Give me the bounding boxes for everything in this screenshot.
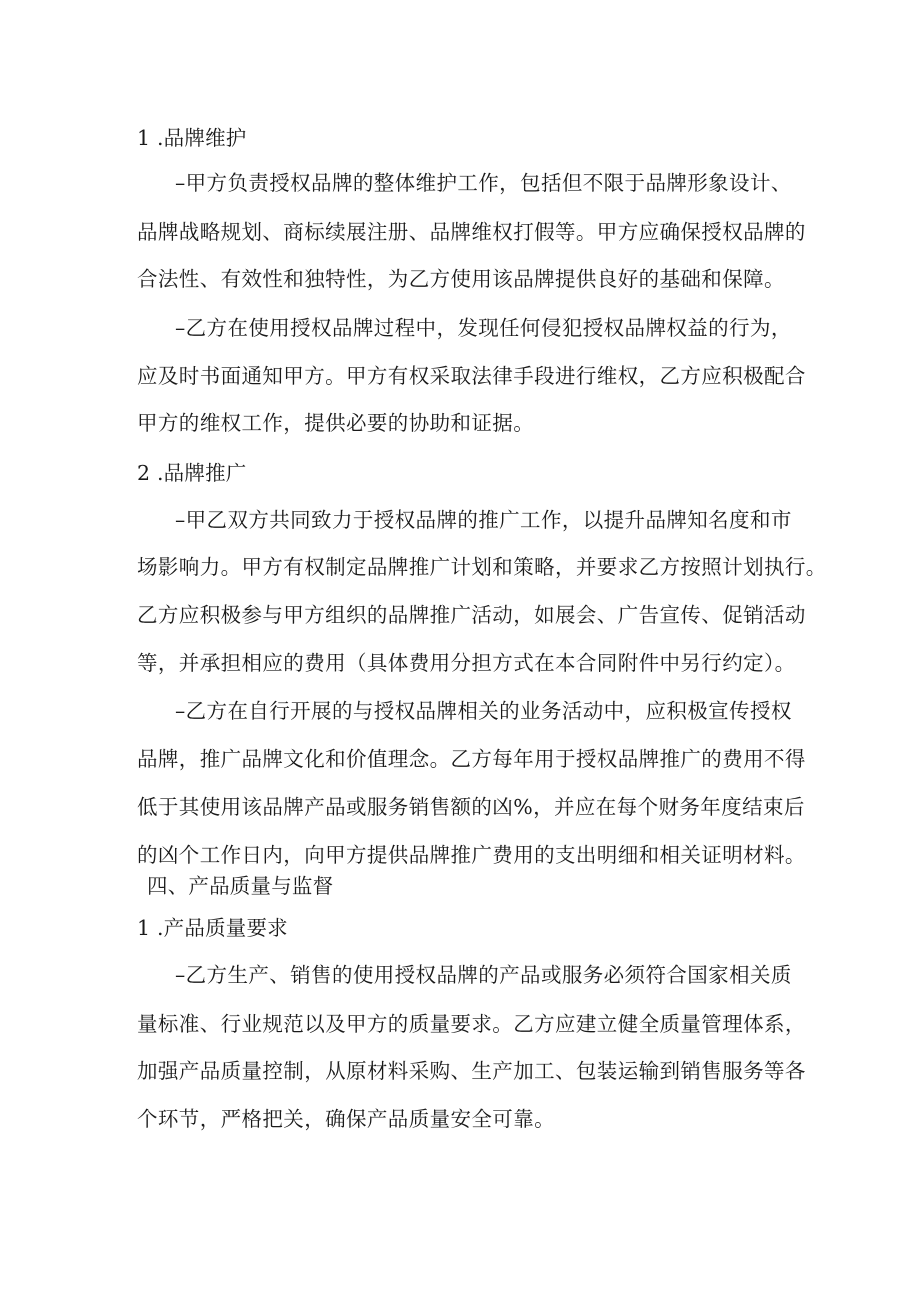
paragraph-line: –乙方在使用授权品牌过程中，发现任何侵犯授权品牌权益的行为，: [175, 316, 792, 340]
paragraph-line: 场影响力。甲方有权制定品牌推广计划和策略，并要求乙方按照计划执行。: [137, 555, 827, 579]
section-heading-product-quality: 四、产品质量与监督: [147, 874, 334, 898]
paragraph-line: –甲方负责授权品牌的整体维护工作，包括但不限于品牌形象设计、: [175, 171, 792, 195]
paragraph-line: 个环节，严格把关，确保产品质量安全可靠。: [137, 1107, 555, 1131]
paragraph-line: 量标准、行业规范以及甲方的质量要求。乙方应建立健全质量管理体系，: [137, 1012, 806, 1036]
paragraph-line: 品牌战略规划、商标续展注册、品牌维权打假等。甲方应确保授权品牌的: [137, 220, 806, 244]
paragraph-line: 加强产品质量控制，从原材料采购、生产加工、包装运输到销售服务等各: [137, 1059, 806, 1083]
paragraph-line: 品牌，推广品牌文化和价值理念。乙方每年用于授权品牌推广的费用不得: [137, 747, 806, 771]
section-heading-brand-promotion: 2 .品牌推广: [137, 461, 247, 485]
paragraph-line: –乙方生产、销售的使用授权品牌的产品或服务必须符合国家相关质: [175, 963, 792, 987]
section-heading-quality-requirements: 1 .产品质量要求: [137, 916, 288, 940]
paragraph-line: 乙方应积极参与甲方组织的品牌推广活动，如展会、广告宣传、促销活动: [137, 603, 806, 627]
paragraph-line: 等，并承担相应的费用（具体费用分担方式在本合同附件中另行约定）。: [137, 651, 796, 675]
paragraph-line: 合法性、有效性和独特性，为乙方使用该品牌提供良好的基础和保障。: [137, 267, 785, 291]
section-heading-brand-maintenance: 1 .品牌维护: [137, 126, 247, 150]
paragraph-line: 低于其使用该品牌产品或服务销售额的凶%，并应在每个财务年度结束后: [137, 795, 805, 819]
paragraph-line: 的凶个工作日内，向甲方提供品牌推广费用的支出明细和相关证明材料。: [137, 843, 806, 867]
paragraph-line: 应及时书面通知甲方。甲方有权采取法律手段进行维权，乙方应积极配合: [137, 364, 806, 388]
paragraph-line: –甲乙双方共同致力于授权品牌的推广工作，以提升品牌知名度和市: [175, 508, 792, 532]
paragraph-line: 甲方的维权工作，提供必要的协助和证据。: [137, 411, 535, 435]
paragraph-line: –乙方在自行开展的与授权品牌相关的业务活动中，应积极宣传授权: [175, 699, 792, 723]
